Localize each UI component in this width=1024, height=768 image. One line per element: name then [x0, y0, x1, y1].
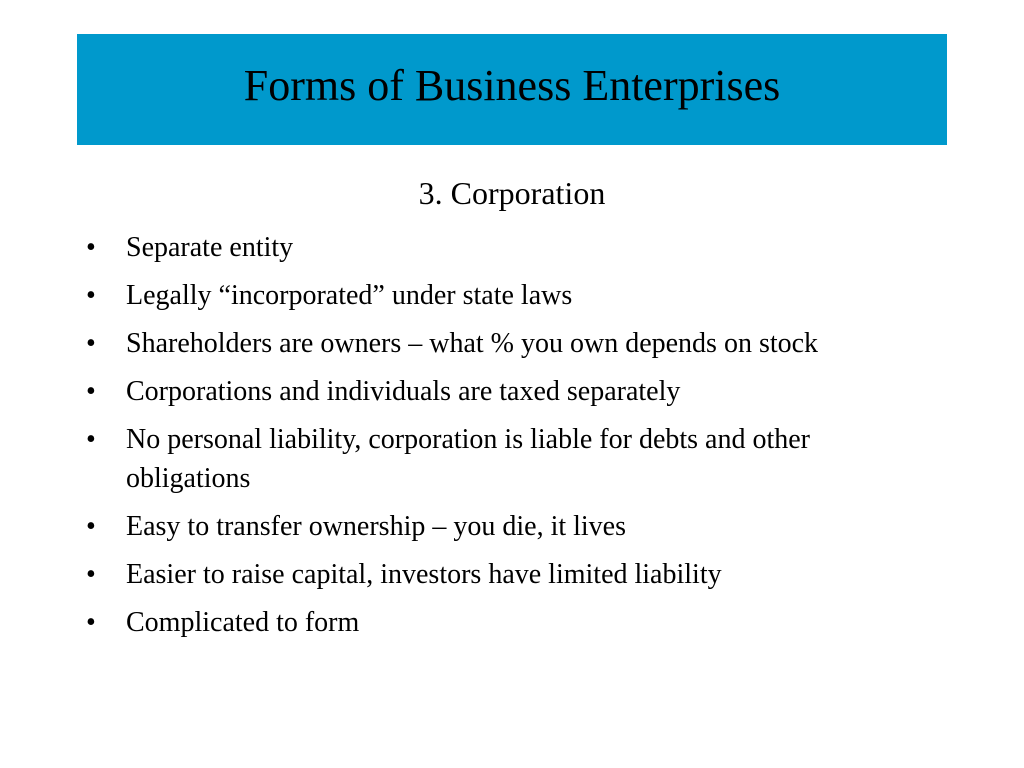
bullet-list	[82, 228, 912, 651]
bullet-item	[82, 420, 912, 498]
bullet-glyph: •	[86, 559, 96, 590]
bullet-text: Easy to transfer ownership – you die, it lives	[126, 511, 627, 542]
bullet-item	[82, 507, 912, 546]
bullet-item	[82, 276, 912, 315]
bullet-glyph: •	[86, 232, 96, 263]
bullet-item	[82, 603, 912, 642]
bullet-text: Corporations and individuals are taxed separately	[126, 376, 681, 407]
bullet-text: No personal liability, corporation is liable for debts and other obligations	[126, 424, 811, 494]
bullet-glyph: •	[86, 607, 96, 638]
bullet-item	[82, 555, 912, 594]
bullet-text: Shareholders are owners – what % you own depends on stock	[126, 328, 819, 359]
slide-title: Forms of Business Enterprises	[243, 60, 781, 110]
bullet-text: Separate entity	[126, 232, 294, 263]
title-bar	[77, 34, 947, 145]
bullet-glyph: •	[86, 511, 96, 542]
bullet-glyph: •	[86, 328, 96, 359]
bullet-text: Legally “incorporated” under state laws	[126, 280, 573, 311]
bullet-item	[82, 228, 912, 267]
bullet-item	[82, 372, 912, 411]
bullet-glyph: •	[86, 280, 96, 311]
bullet-text: Easier to raise capital, investors have limited liability	[126, 559, 722, 590]
bullet-glyph: •	[86, 424, 96, 455]
slide-subtitle: 3. Corporation	[418, 175, 606, 211]
bullet-text: Complicated to form	[126, 607, 360, 638]
bullet-glyph: •	[86, 376, 96, 407]
bullet-item	[82, 324, 912, 363]
